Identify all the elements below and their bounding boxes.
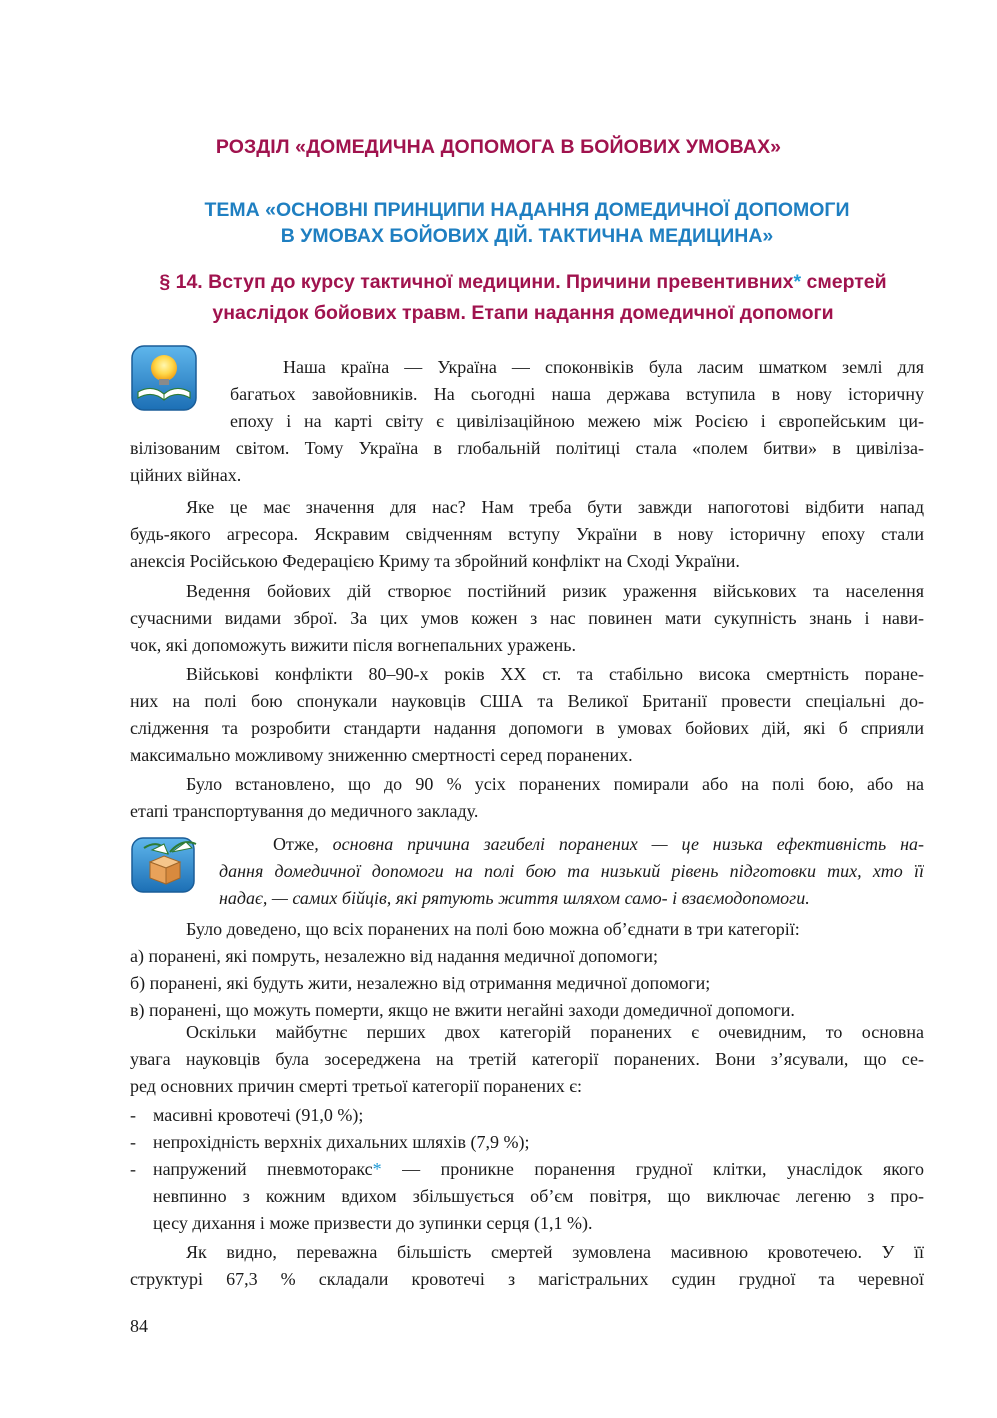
- text-line: сучасними видами зброї. За цих умов кожен з нас повинен мати сукупність знань і нави-: [130, 608, 924, 628]
- paragraph-4: [130, 661, 924, 769]
- paragraph-6-emphasis: [130, 831, 924, 912]
- paragraph-title: [0, 267, 997, 329]
- text-line: Як видно, переважна більшість смертей зумовлена масивною кровотечею. У її: [186, 1242, 924, 1262]
- text-line: надає, — самих бійців, які рятують життя шляхом само- і взаємодопомоги.: [219, 888, 810, 908]
- text-line: масивні кровотечі (91,0 %);: [153, 1105, 364, 1125]
- topic-title: [0, 197, 997, 249]
- text-line: слідження та розробити стандарти надання допомоги в умовах бойових дій, які б сприяли: [130, 718, 924, 738]
- paragraph-title-line-1: [0, 267, 997, 298]
- paragraph-title-part-1: § 14. Вступ до курсу тактичної медицини. Причини превентивних: [159, 271, 794, 293]
- text-line: ційних війнах.: [130, 465, 242, 485]
- text-line: етапі транспортування до медичного закладу.: [130, 801, 479, 821]
- list-item: [130, 1156, 924, 1237]
- topic-title-line-1: ТЕМА «ОСНОВНІ ПРИНЦИПИ НАДАННЯ ДОМЕДИЧНОЇ ДОПОМОГИ: [204, 199, 850, 221]
- emphasis-text: , основна причина загибелі поранених — це низька ефективність на-: [314, 834, 924, 854]
- text-line: них на полі бою спонукали науковців США та Великої Британії провести спеціальні до-: [130, 691, 924, 711]
- text-line: цесу дихання і може призвести до зупинки серця (1,1 %).: [153, 1213, 593, 1233]
- text-line: багатьох завойовників. На сьогодні наша держава вступила в нову історичну: [230, 384, 924, 404]
- text-line: вілізованим світом. Тому Україна в глобальній політиці стала «полем битви» в цивіліза-: [130, 438, 924, 458]
- text-line: [153, 1156, 924, 1183]
- text-line: [130, 831, 924, 858]
- list-item: а) поранені, які помруть, незалежно від надання медичної допомоги;: [130, 946, 658, 966]
- text-line: чок, які допоможуть вижити після вогнепальних уражень.: [130, 635, 576, 655]
- text-line: Військові конфлікти 80–90-х років XX ст. та стабільно висока смертність поране-: [186, 664, 924, 684]
- term: напружений пневмоторакс: [153, 1159, 373, 1179]
- paragraph-7: [130, 916, 924, 943]
- dash-marker: -: [130, 1105, 136, 1125]
- text-line: епоху і на карті світу є цивілізаційною межею між Росією і європейським ци-: [230, 411, 924, 431]
- text-line: будь-якого агресора. Яскравим свідченням вступу України в нову історичну епоху стали: [130, 524, 924, 544]
- definition: — проникне поранення грудної клітки, унаслідок якого: [381, 1159, 924, 1179]
- text-line: Оскільки майбутнє перших двох категорій поранених є очевидним, то основна: [186, 1022, 924, 1042]
- text-line: структурі 67,3 % складали кровотечі з магістральних судин грудної та черевної: [130, 1269, 924, 1289]
- lead-word: Отже: [273, 834, 315, 854]
- paragraph-2: [130, 494, 924, 575]
- paragraph-title-line-2: унаслідок бойових травм. Етапи надання домедичної допомоги: [212, 302, 834, 324]
- text-line: максимально можливому зниженню смертності серед поранених.: [130, 745, 633, 765]
- paragraph-3: [130, 578, 924, 659]
- paragraph-9: [130, 1239, 924, 1293]
- text-line: непрохідність верхніх дихальних шляхів (7,9 %);: [153, 1132, 530, 1152]
- text-line: Яке це має значення для нас? Нам треба бути завжди напоготові відбити напад: [186, 497, 924, 517]
- topic-title-line-2: В УМОВАХ БОЙОВИХ ДІЙ. ТАКТИЧНА МЕДИЦИНА»: [280, 225, 774, 247]
- text-line: дання домедичної допомоги на полі бою та низький рівень підготовки тих, хто її: [219, 861, 924, 881]
- text-line: увага науковців була зосереджена на третій категорії поранених. Вони з’ясували, що се-: [130, 1049, 924, 1069]
- text-line: Було доведено, що всіх поранених на полі бою можна об’єднати в три категорії:: [186, 919, 800, 939]
- list-item: [130, 1102, 924, 1129]
- footnote-star: *: [793, 271, 802, 293]
- footnote-star: *: [372, 1159, 382, 1179]
- text-line: невпинно з кожним вдихом збільшується об’єм повітря, що виключає легеню з про-: [153, 1186, 924, 1206]
- paragraph-title-part-2: смертей: [801, 271, 887, 293]
- page-number: 84: [130, 1316, 148, 1336]
- dash-marker: -: [130, 1159, 136, 1179]
- text-line: анексія Російською Федерацією Криму та збройний конфлікт на Сході України.: [130, 551, 740, 571]
- paragraph-5: [130, 771, 924, 825]
- categories-list: [130, 943, 924, 1024]
- causes-list: [130, 1102, 924, 1237]
- text-line: Було встановлено, що до 90 % усіх поранених помирали або на полі бою, або на: [186, 774, 924, 794]
- list-item: [130, 1129, 924, 1156]
- dash-marker: -: [130, 1132, 136, 1152]
- paragraph-1: [130, 354, 924, 489]
- text-line: Наша країна — Україна — споконвіків була ласим шматком землі для: [283, 357, 924, 377]
- list-item: б) поранені, які будуть жити, незалежно від отримання медичної допомоги;: [130, 973, 711, 993]
- text-line: Ведення бойових дій створює постійний ризик ураження військових та населення: [186, 581, 924, 601]
- list-item: в) поранені, що можуть померти, якщо не вжити негайні заходи домедичної допомоги.: [130, 1000, 795, 1020]
- paragraph-8: [130, 1019, 924, 1100]
- text-line: ред основних причин смерті третьої категорії поранених є:: [130, 1076, 583, 1096]
- section-title: РОЗДІЛ «ДОМЕДИЧНА ДОПОМОГА В БОЙОВИХ УМОВАХ»: [215, 136, 782, 158]
